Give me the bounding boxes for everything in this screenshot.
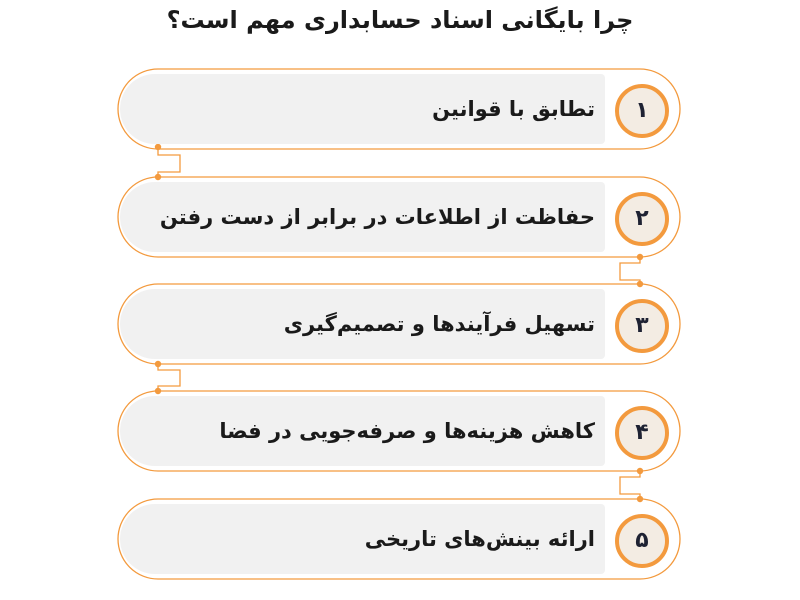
dot-2 (155, 174, 161, 180)
dot-7 (637, 468, 643, 474)
step-item-1 (120, 74, 605, 144)
step-label-4: کاهش هزینه‌ها و صرفه‌جویی در فضا (219, 419, 595, 443)
dot-6 (155, 388, 161, 394)
dot-8 (637, 496, 643, 502)
step-number-badge-4: ۴ (615, 406, 669, 460)
step-item-2 (120, 182, 605, 252)
step-label-2: حفاظت از اطلاعات در برابر از دست رفتن (159, 205, 595, 229)
step-number-badge-2: ۲ (615, 192, 669, 246)
step-number-badge-3: ۳ (615, 299, 669, 353)
link-1-2 (158, 149, 180, 177)
step-item-5 (120, 504, 605, 574)
step-item-3 (120, 289, 605, 359)
link-3-4 (158, 364, 180, 391)
link-2-3 (620, 257, 640, 284)
step-number-badge-5: ۵ (615, 514, 669, 568)
dot-3 (637, 254, 643, 260)
step-number-badge-1: ۱ (615, 84, 669, 138)
step-label-5: ارائه بینش‌های تاریخی (364, 527, 595, 551)
page-title: چرا بایگانی اسناد حسابداری مهم است؟ (166, 6, 634, 34)
link-4-5 (620, 471, 640, 499)
dot-4 (637, 281, 643, 287)
dot-5 (155, 361, 161, 367)
step-label-3: تسهیل فرآیندها و تصمیم‌گیری (283, 312, 595, 336)
step-item-4 (120, 396, 605, 466)
step-label-1: تطابق با قوانین (432, 97, 595, 121)
dot-1 (155, 144, 161, 150)
